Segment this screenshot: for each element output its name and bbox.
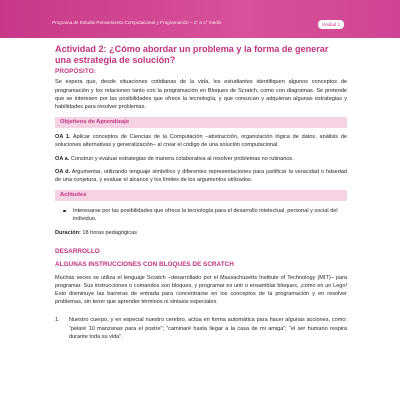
list-number: 1. — [55, 317, 60, 324]
list-item — [55, 316, 347, 341]
attitude-text: Interesarse por las posibilidades que ofrece la tecnología para el desarrollo intelectual, personal y social del individuo. — [73, 208, 338, 223]
activity-title: Actividad 2: ¿Cómo abordar un problema y la forma de generar una estrategia de solución? — [55, 44, 329, 66]
objective-text: Argumentar, utilizando lenguaje simbólico y diferentes representaciones para justificar la veracidad o falsedad de una conjetura, y evaluar el alcance y los límites de los argumentos utilizados. — [55, 168, 347, 184]
purpose-text: Se espera que, desde situaciones cotidianas de la vida, los estudiantes identifiquen algunos conceptos de programación y los relacionen tanto con la programación en Bloques de Scratch, como con diagramas. Se pretende que se interesen por las posibilidades que ofrece la tecnología, y que conozcan y adquieran algunas estrategias y habilidades para resolver problemas. — [55, 79, 347, 111]
objectives-heading: Objetivos de Aprendizaje — [55, 117, 347, 128]
attitudes-list — [55, 207, 347, 223]
objective-item — [55, 133, 347, 149]
objective-code: OA a. — [55, 155, 70, 162]
duration-value: 18 horas pedagógicas — [80, 229, 138, 236]
page-header-bar — [0, 0, 400, 38]
objective-item — [55, 155, 347, 163]
list-item — [63, 207, 347, 223]
objective-text: Construir y evaluar estrategias de manera colaborativa al resolver problemas no rutinarios. — [69, 155, 294, 162]
objective-code: OA 1. — [55, 134, 71, 141]
duration — [55, 230, 347, 236]
development-intro: Muchas veces se utiliza el lenguaje Scratch –desarrollado por el Massachusetts Institute of Technology (MIT)– para programar. Sus instrucciones o comandos son bloques, y programar es unir o ensamblar bloques, ¡como en un Lego! Esto disminuye las barreras de entrada para concentrarse en los conceptos de la programación y en resolver problemas, sin tener que aprender términos ni sintaxis especiales. — [55, 274, 347, 306]
purpose-heading: PROPÓSITO: — [55, 68, 97, 76]
bullet-icon — [63, 210, 66, 213]
objective-text: Aplicar conceptos de Ciencias de la Computación –abstracción, organización lógica de datos, análisis de soluciones alternativas y generalización– al crear el código de una solución computacional. — [55, 134, 347, 149]
development-subheading: ALGUNAS INSTRUCCIONES CON BLOQUES DE SCRATCH — [55, 260, 234, 268]
unit-badge: Unidad 1 — [318, 20, 344, 29]
development-heading: DESARROLLO — [55, 247, 100, 255]
duration-label: Duración: — [55, 229, 81, 236]
objective-code: OA d. — [55, 168, 71, 175]
attitudes-heading: Actitudes — [55, 190, 347, 201]
program-title: Programa de Estudio Pensamiento Computacional y Programación – 3° a 4° medio — [52, 20, 222, 25]
objective-item — [55, 168, 347, 184]
list-text: Nuestro cuerpo, y en especial nuestro cerebro, actúa en forma automática para hacer algunas acciones, como: “pelaré 10 manzanas para el postre”; “caminaré hasta llegar a la casa de mi amiga”; “el ser humano respira durante toda su vida”. — [69, 317, 347, 340]
document-body — [55, 44, 347, 341]
